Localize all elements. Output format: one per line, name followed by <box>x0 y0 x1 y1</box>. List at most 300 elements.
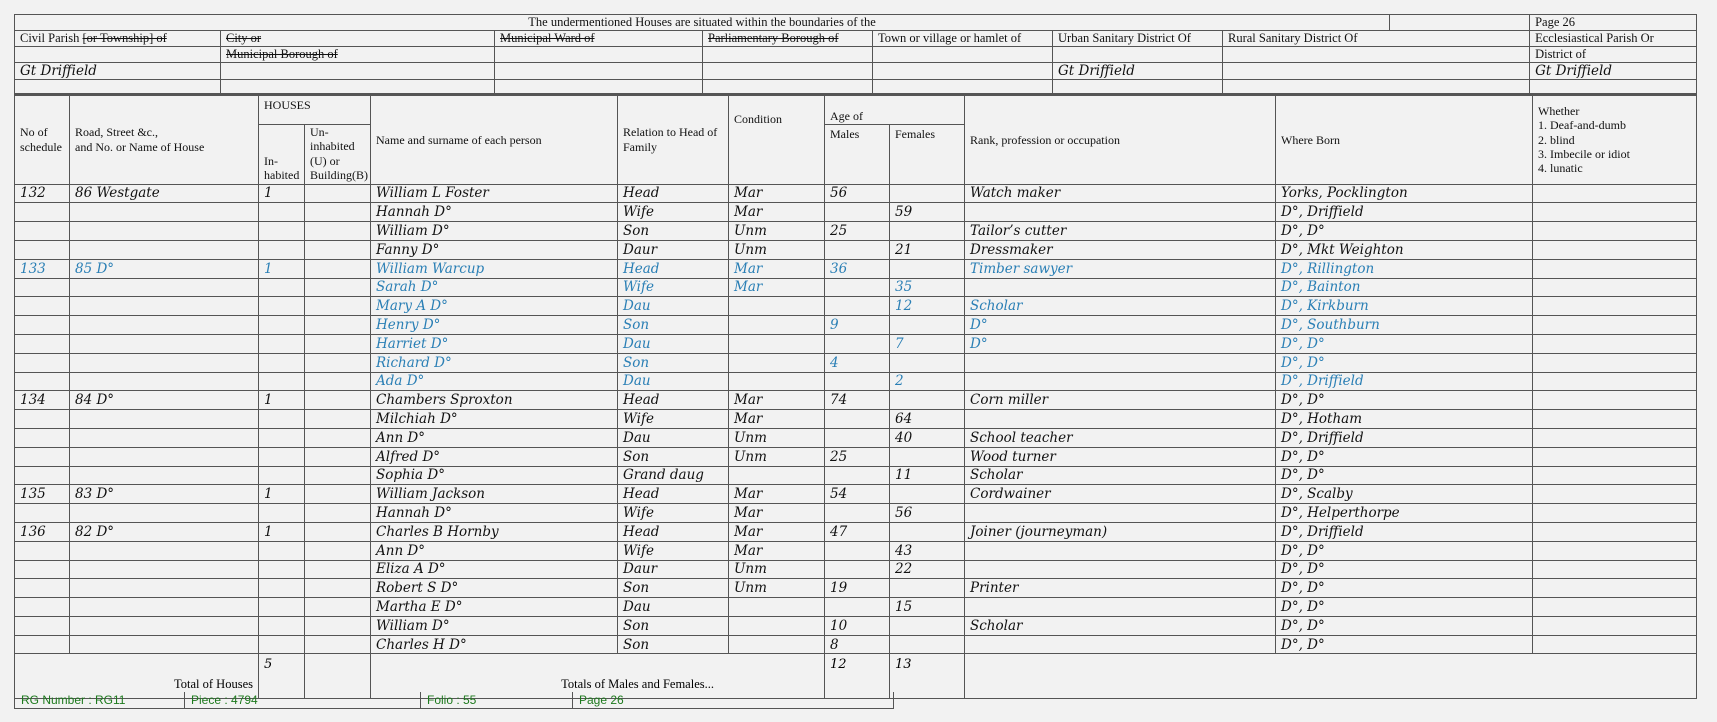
road-cell <box>70 240 259 259</box>
relation-cell: Wife <box>618 504 729 523</box>
female-age-cell: 59 <box>890 203 965 222</box>
road-cell <box>70 410 259 429</box>
table-row <box>15 485 1697 504</box>
header-blank-cell <box>1390 15 1530 31</box>
eccl-parish-label: Ecclesiastical Parish Or <box>1530 31 1697 47</box>
uninhabited-cell <box>305 616 371 635</box>
disability-cell <box>1533 616 1697 635</box>
page-label: Page 26 <box>1530 15 1697 31</box>
disability-cell <box>1533 598 1697 617</box>
male-age-cell: 9 <box>825 316 890 335</box>
male-age-cell <box>825 240 890 259</box>
total-females-value: 13 <box>890 654 965 699</box>
uninhabited-cell <box>305 504 371 523</box>
schedule-cell <box>15 203 70 222</box>
occupation-cell <box>965 278 1276 297</box>
disability-cell <box>1533 372 1697 391</box>
road-cell <box>70 372 259 391</box>
condition-cell: Unm <box>729 240 825 259</box>
disability-cell <box>1533 447 1697 466</box>
male-age-cell: 56 <box>825 184 890 203</box>
census-rows <box>15 184 1697 654</box>
name-cell: Chambers Sproxton <box>371 391 618 410</box>
uninhabited-cell <box>305 391 371 410</box>
road-cell <box>70 616 259 635</box>
road-cell <box>70 334 259 353</box>
uninhabited-cell <box>305 635 371 654</box>
condition-cell <box>729 316 825 335</box>
road-cell: 83 D° <box>70 485 259 504</box>
birthplace-cell: D°, D° <box>1276 222 1533 241</box>
schedule-cell <box>15 428 70 447</box>
male-age-cell: 8 <box>825 635 890 654</box>
relation-cell: Wife <box>618 278 729 297</box>
schedule-cell <box>15 579 70 598</box>
condition-cell: Mar <box>729 278 825 297</box>
inhabited-cell <box>259 504 305 523</box>
relation-cell: Wife <box>618 541 729 560</box>
condition-cell: Mar <box>729 504 825 523</box>
table-row <box>15 410 1697 429</box>
occupation-cell <box>965 504 1276 523</box>
birthplace-cell: D°, Mkt Weighton <box>1276 240 1533 259</box>
road-cell: 85 D° <box>70 259 259 278</box>
relation-cell: Son <box>618 447 729 466</box>
uninhabited-cell <box>305 316 371 335</box>
uninhabited-cell <box>305 222 371 241</box>
uninhabited-cell <box>305 353 371 372</box>
female-age-cell <box>890 522 965 541</box>
schedule-cell <box>15 598 70 617</box>
schedule-cell <box>15 635 70 654</box>
inhabited-cell: 1 <box>259 391 305 410</box>
road-cell <box>70 560 259 579</box>
occupation-cell: Joiner (journeyman) <box>965 522 1276 541</box>
uninhabited-cell <box>305 560 371 579</box>
road-cell <box>70 278 259 297</box>
name-cell: Ann D° <box>371 428 618 447</box>
schedule-cell: 134 <box>15 391 70 410</box>
birthplace-cell: D°, D° <box>1276 579 1533 598</box>
male-age-cell: 4 <box>825 353 890 372</box>
male-age-cell <box>825 297 890 316</box>
disability-cell <box>1533 635 1697 654</box>
road-cell <box>70 316 259 335</box>
uninhabited-cell <box>305 541 371 560</box>
disability-cell <box>1533 466 1697 485</box>
uninhabited-cell <box>305 372 371 391</box>
municipal-ward-label: Municipal Ward of <box>495 31 703 47</box>
disability-cell <box>1533 184 1697 203</box>
road-cell <box>70 428 259 447</box>
relation-cell: Dau <box>618 372 729 391</box>
occupation-cell <box>965 560 1276 579</box>
disability-cell <box>1533 334 1697 353</box>
male-age-cell: 25 <box>825 447 890 466</box>
inhabited-cell <box>259 297 305 316</box>
birthplace-cell: D°, D° <box>1276 353 1533 372</box>
schedule-cell: 135 <box>15 485 70 504</box>
birthplace-cell: D°, Helperthorpe <box>1276 504 1533 523</box>
birthplace-cell: D°, Scalby <box>1276 485 1533 504</box>
schedule-cell <box>15 372 70 391</box>
female-age-cell: 43 <box>890 541 965 560</box>
occupation-cell: Printer <box>965 579 1276 598</box>
schedule-cell: 132 <box>15 184 70 203</box>
total-males-value: 12 <box>825 654 890 699</box>
inhabited-cell: 1 <box>259 259 305 278</box>
col-where-born: Where Born <box>1276 95 1533 185</box>
birthplace-cell: D°, Hotham <box>1276 410 1533 429</box>
road-cell <box>70 203 259 222</box>
table-row <box>15 560 1697 579</box>
birthplace-cell: D°, Kirkburn <box>1276 297 1533 316</box>
schedule-cell: 133 <box>15 259 70 278</box>
road-cell <box>70 635 259 654</box>
relation-cell: Daur <box>618 560 729 579</box>
male-age-cell: 74 <box>825 391 890 410</box>
inhabited-cell <box>259 560 305 579</box>
occupation-cell: Scholar <box>965 297 1276 316</box>
name-cell: Alfred D° <box>371 447 618 466</box>
total-houses-value: 5 <box>259 654 305 699</box>
inhabited-cell <box>259 353 305 372</box>
col-females: Females <box>890 125 965 185</box>
female-age-cell: 35 <box>890 278 965 297</box>
col-age-of: Age of <box>825 95 965 125</box>
road-cell: 84 D° <box>70 391 259 410</box>
disability-cell <box>1533 485 1697 504</box>
disability-cell <box>1533 222 1697 241</box>
disability-cell <box>1533 353 1697 372</box>
birthplace-cell: D°, Rillington <box>1276 259 1533 278</box>
male-age-cell: 54 <box>825 485 890 504</box>
condition-cell <box>729 334 825 353</box>
female-age-cell: 11 <box>890 466 965 485</box>
schedule-cell <box>15 353 70 372</box>
condition-cell: Unm <box>729 222 825 241</box>
relation-cell: Son <box>618 579 729 598</box>
condition-cell <box>729 297 825 316</box>
occupation-cell <box>965 598 1276 617</box>
census-table <box>14 93 1697 699</box>
relation-cell: Son <box>618 616 729 635</box>
male-age-cell <box>825 428 890 447</box>
schedule-cell <box>15 560 70 579</box>
male-age-cell: 25 <box>825 222 890 241</box>
condition-cell <box>729 466 825 485</box>
schedule-cell <box>15 316 70 335</box>
table-row <box>15 334 1697 353</box>
inhabited-cell: 1 <box>259 522 305 541</box>
condition-cell: Mar <box>729 541 825 560</box>
uninhabited-cell <box>305 485 371 504</box>
relation-cell: Wife <box>618 203 729 222</box>
road-cell: 86 Westgate <box>70 184 259 203</box>
boundaries-header <box>14 14 1697 94</box>
uninhabited-cell <box>305 278 371 297</box>
schedule-cell <box>15 240 70 259</box>
civil-parish-label: Civil Parish [or Township] of <box>15 31 221 47</box>
civil-parish-value: Gt Driffield <box>15 63 221 80</box>
inhabited-cell <box>259 428 305 447</box>
table-row <box>15 372 1697 391</box>
road-cell <box>70 466 259 485</box>
condition-cell: Mar <box>729 259 825 278</box>
female-age-cell <box>890 485 965 504</box>
disability-cell <box>1533 259 1697 278</box>
disability-cell <box>1533 579 1697 598</box>
uninhabited-cell <box>305 184 371 203</box>
female-age-cell: 21 <box>890 240 965 259</box>
condition-cell: Mar <box>729 391 825 410</box>
parliamentary-borough-label: Parliamentary Borough of <box>703 31 873 47</box>
female-age-cell: 15 <box>890 598 965 617</box>
female-age-cell: 12 <box>890 297 965 316</box>
inhabited-cell <box>259 466 305 485</box>
col-males: Males <box>825 125 890 185</box>
inhabited-cell <box>259 203 305 222</box>
birthplace-cell: D°, Driffield <box>1276 203 1533 222</box>
road-cell <box>70 222 259 241</box>
table-row <box>15 428 1697 447</box>
occupation-cell: Watch maker <box>965 184 1276 203</box>
uninhabited-cell <box>305 598 371 617</box>
road-cell <box>70 353 259 372</box>
table-row <box>15 240 1697 259</box>
occupation-cell: Timber sawyer <box>965 259 1276 278</box>
occupation-cell <box>965 635 1276 654</box>
disability-cell <box>1533 278 1697 297</box>
female-age-cell <box>890 316 965 335</box>
female-age-cell <box>890 222 965 241</box>
occupation-cell: Scholar <box>965 616 1276 635</box>
col-disabilities: Whether 1. Deaf-and-dumb 2. blind 3. Imbecile or idiot 4. lunatic <box>1533 95 1697 185</box>
name-cell: Eliza A D° <box>371 560 618 579</box>
name-cell: Martha E D° <box>371 598 618 617</box>
col-inhabited: In-habited <box>259 125 305 185</box>
inhabited-cell <box>259 222 305 241</box>
inhabited-cell <box>259 616 305 635</box>
condition-cell: Mar <box>729 485 825 504</box>
name-cell: William L Foster <box>371 184 618 203</box>
table-row <box>15 616 1697 635</box>
inhabited-cell <box>259 635 305 654</box>
occupation-cell: Corn miller <box>965 391 1276 410</box>
table-row <box>15 522 1697 541</box>
table-row <box>15 579 1697 598</box>
folio-number: Folio : 55 <box>421 692 573 708</box>
boundaries-text: The undermentioned Houses are situated within the boundaries of the <box>15 15 1390 31</box>
name-cell: William D° <box>371 222 618 241</box>
disability-cell <box>1533 316 1697 335</box>
condition-cell: Unm <box>729 560 825 579</box>
female-age-cell <box>890 447 965 466</box>
table-row <box>15 447 1697 466</box>
occupation-cell: Scholar <box>965 466 1276 485</box>
inhabited-cell <box>259 410 305 429</box>
inhabited-cell: 1 <box>259 184 305 203</box>
male-age-cell: 10 <box>825 616 890 635</box>
eccl-district-label: District of <box>1530 47 1697 63</box>
male-age-cell <box>825 372 890 391</box>
female-age-cell <box>890 353 965 372</box>
table-row <box>15 259 1697 278</box>
condition-cell: Mar <box>729 184 825 203</box>
female-age-cell: 40 <box>890 428 965 447</box>
schedule-cell <box>15 504 70 523</box>
condition-cell <box>729 353 825 372</box>
schedule-cell <box>15 616 70 635</box>
name-cell: Ann D° <box>371 541 618 560</box>
name-cell: Henry D° <box>371 316 618 335</box>
road-cell <box>70 447 259 466</box>
uninhabited-cell <box>305 428 371 447</box>
col-occupation: Rank, profession or occupation <box>965 95 1276 185</box>
birthplace-cell: D°, D° <box>1276 560 1533 579</box>
census-sheet <box>14 14 1696 699</box>
male-age-cell <box>825 466 890 485</box>
name-cell: Fanny D° <box>371 240 618 259</box>
name-cell: Sophia D° <box>371 466 618 485</box>
road-cell <box>70 541 259 560</box>
table-row <box>15 297 1697 316</box>
relation-cell: Son <box>618 316 729 335</box>
relation-cell: Wife <box>618 410 729 429</box>
name-cell: Charles H D° <box>371 635 618 654</box>
female-age-cell <box>890 635 965 654</box>
piece-number: Piece : 4794 <box>185 692 421 708</box>
name-cell: Sarah D° <box>371 278 618 297</box>
relation-cell: Dau <box>618 297 729 316</box>
relation-cell: Son <box>618 222 729 241</box>
relation-cell: Head <box>618 184 729 203</box>
relation-cell: Head <box>618 391 729 410</box>
rg-number: RG Number : RG11 <box>15 692 185 708</box>
birthplace-cell: D°, Southburn <box>1276 316 1533 335</box>
condition-cell: Unm <box>729 428 825 447</box>
birthplace-cell: Yorks, Pocklington <box>1276 184 1533 203</box>
table-row <box>15 466 1697 485</box>
disability-cell <box>1533 522 1697 541</box>
uninhabited-cell <box>305 522 371 541</box>
col-name: Name and surname of each person <box>371 95 618 185</box>
name-cell: Mary A D° <box>371 297 618 316</box>
female-age-cell: 2 <box>890 372 965 391</box>
inhabited-cell <box>259 541 305 560</box>
inhabited-cell <box>259 598 305 617</box>
col-schedule: No of schedule <box>15 95 70 185</box>
inhabited-cell <box>259 372 305 391</box>
inhabited-cell <box>259 278 305 297</box>
condition-cell: Unm <box>729 579 825 598</box>
name-cell: Ada D° <box>371 372 618 391</box>
relation-cell: Dau <box>618 598 729 617</box>
female-age-cell <box>890 391 965 410</box>
inhabited-cell <box>259 447 305 466</box>
road-cell <box>70 297 259 316</box>
total-houses-label: Total of Houses <box>15 654 259 699</box>
uninhabited-cell <box>305 579 371 598</box>
schedule-cell: 136 <box>15 522 70 541</box>
eccl-parish-value: Gt Driffield <box>1530 63 1697 80</box>
disability-cell <box>1533 428 1697 447</box>
road-cell <box>70 598 259 617</box>
birthplace-cell: D°, Bainton <box>1276 278 1533 297</box>
male-age-cell <box>825 278 890 297</box>
inhabited-cell <box>259 579 305 598</box>
uninhabited-cell <box>305 297 371 316</box>
relation-cell: Dau <box>618 334 729 353</box>
occupation-cell <box>965 372 1276 391</box>
birthplace-cell: D°, D° <box>1276 447 1533 466</box>
disability-cell <box>1533 541 1697 560</box>
name-cell: Hannah D° <box>371 504 618 523</box>
table-row <box>15 353 1697 372</box>
male-age-cell <box>825 560 890 579</box>
birthplace-cell: D°, D° <box>1276 391 1533 410</box>
schedule-cell <box>15 447 70 466</box>
municipal-borough-label: Municipal Borough of <box>221 47 495 63</box>
male-age-cell <box>825 203 890 222</box>
table-row <box>15 316 1697 335</box>
condition-cell <box>729 616 825 635</box>
condition-cell: Mar <box>729 410 825 429</box>
inhabited-cell <box>259 240 305 259</box>
schedule-cell <box>15 297 70 316</box>
table-row <box>15 598 1697 617</box>
rural-sanitary-label: Rural Sanitary District Of <box>1223 31 1530 47</box>
female-age-cell: 56 <box>890 504 965 523</box>
female-age-cell <box>890 259 965 278</box>
occupation-cell <box>965 203 1276 222</box>
occupation-cell: Wood turner <box>965 447 1276 466</box>
uninhabited-cell <box>305 466 371 485</box>
male-age-cell <box>825 504 890 523</box>
urban-sanitary-value: Gt Driffield <box>1053 63 1223 80</box>
female-age-cell: 64 <box>890 410 965 429</box>
schedule-cell <box>15 466 70 485</box>
female-age-cell: 22 <box>890 560 965 579</box>
inhabited-cell: 1 <box>259 485 305 504</box>
disability-cell <box>1533 297 1697 316</box>
male-age-cell <box>825 334 890 353</box>
male-age-cell <box>825 598 890 617</box>
occupation-cell <box>965 353 1276 372</box>
inhabited-cell <box>259 334 305 353</box>
disability-cell <box>1533 203 1697 222</box>
table-row <box>15 541 1697 560</box>
disability-cell <box>1533 504 1697 523</box>
birthplace-cell: D°, Driffield <box>1276 522 1533 541</box>
birthplace-cell: D°, D° <box>1276 466 1533 485</box>
name-cell: William Warcup <box>371 259 618 278</box>
disability-cell <box>1533 410 1697 429</box>
col-uninhabited: Un-inhabited (U) or Building(B) <box>305 125 371 185</box>
birthplace-cell: D°, D° <box>1276 541 1533 560</box>
disability-cell <box>1533 391 1697 410</box>
name-cell: Harriet D° <box>371 334 618 353</box>
condition-cell <box>729 372 825 391</box>
col-condition: Condition <box>729 95 825 185</box>
relation-cell: Head <box>618 259 729 278</box>
male-age-cell <box>825 410 890 429</box>
schedule-cell <box>15 222 70 241</box>
female-age-cell <box>890 616 965 635</box>
table-row <box>15 391 1697 410</box>
condition-cell <box>729 635 825 654</box>
road-cell <box>70 579 259 598</box>
